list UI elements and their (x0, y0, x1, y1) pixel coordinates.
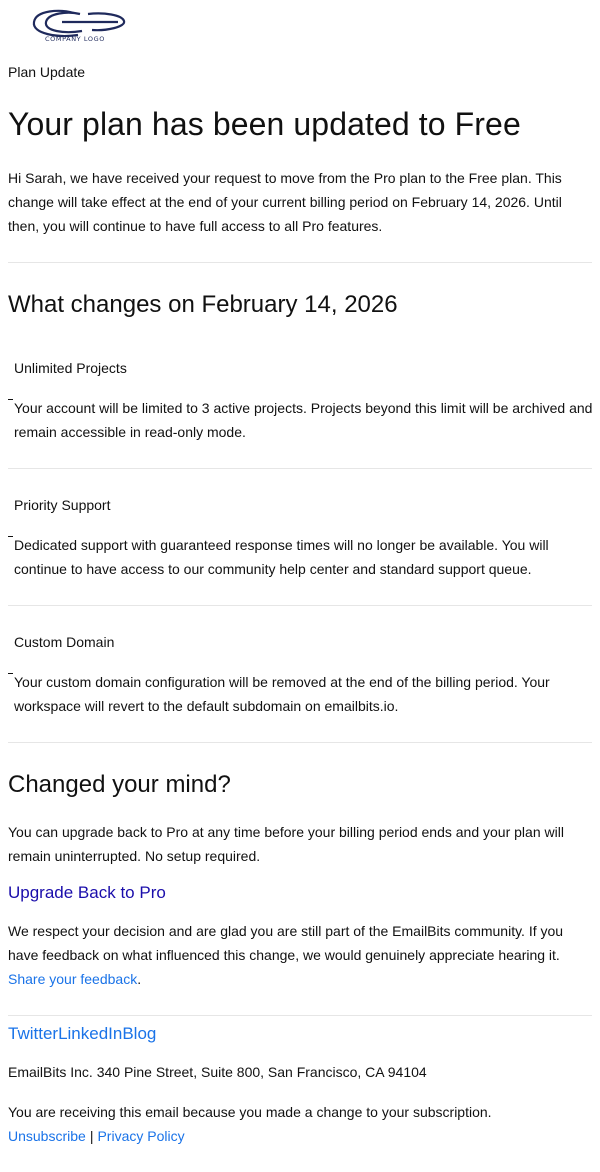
changes-heading: What changes on February 14, 2026 (8, 291, 398, 318)
eyebrow-label: Plan Update (8, 64, 86, 80)
company-logo (22, 8, 128, 44)
bullet-dash (8, 536, 13, 537)
change-item-description: Dedicated support with guaranteed response times will no longer be available. You will continue to have access to our community help center and standard support queue. (14, 537, 549, 577)
change-item-description: Your custom domain configuration will be removed at the end of the billing period. Your workspace will revert to the default subdomain on emailbits.io. (14, 674, 550, 714)
subscription-notice: You are receiving this email because you made a change to your subscription. (8, 1104, 492, 1120)
link-separator: | (89, 1128, 94, 1144)
intro-paragraph: Hi Sarah, we have received your request to move from the Pro plan to the Free plan. This change will take effect at the end of your current billing period on February 14, 2026. Until then, you will continue to have full access to all Pro features. (8, 170, 562, 234)
legal-links (8, 1126, 185, 1146)
share-feedback-link[interactable]: Share your feedback (8, 971, 138, 987)
twitter-link[interactable]: Twitter (8, 1024, 59, 1043)
bullet-dash (8, 399, 13, 400)
feedback-paragraph (8, 919, 588, 991)
feedback-text: We respect your decision and are glad you are still part of the EmailBits community. If you have feedback on what influenced this change, we would genuinely appreciate hearing it. (8, 923, 564, 963)
logo-text: COMPANY LOGO (45, 35, 105, 43)
privacy-policy-link[interactable]: Privacy Policy (97, 1128, 185, 1144)
upgrade-info-paragraph: You can upgrade back to Pro at any time before your billing period ends and your plan will remain uninterrupted. No setup required. (8, 824, 564, 864)
page-title: Your plan has been updated to Free (8, 106, 521, 142)
change-item-title: Custom Domain (14, 634, 115, 650)
social-links (8, 1023, 156, 1045)
divider (8, 468, 592, 469)
bullet-dash (8, 673, 13, 674)
divider (8, 605, 592, 606)
footer-divider (8, 1015, 592, 1016)
change-item-description: Your account will be limited to 3 active projects. Projects beyond this limit will be archived and remain accessible in read-only mode. (14, 400, 593, 440)
change-item-title: Unlimited Projects (14, 360, 127, 376)
unsubscribe-link[interactable]: Unsubscribe (8, 1128, 86, 1144)
changed-mind-heading: Changed your mind? (8, 771, 231, 798)
company-address: EmailBits Inc. 340 Pine Street, Suite 800, San Francisco, CA 94104 (8, 1064, 427, 1080)
feedback-trailing: . (137, 971, 142, 987)
company-logo-mark (22, 8, 128, 44)
upgrade-back-link[interactable]: Upgrade Back to Pro (8, 883, 166, 902)
divider (8, 262, 592, 263)
blog-link[interactable]: Blog (122, 1024, 157, 1043)
divider (8, 742, 592, 743)
linkedin-link[interactable]: LinkedIn (58, 1024, 123, 1043)
change-item-title: Priority Support (14, 497, 111, 513)
